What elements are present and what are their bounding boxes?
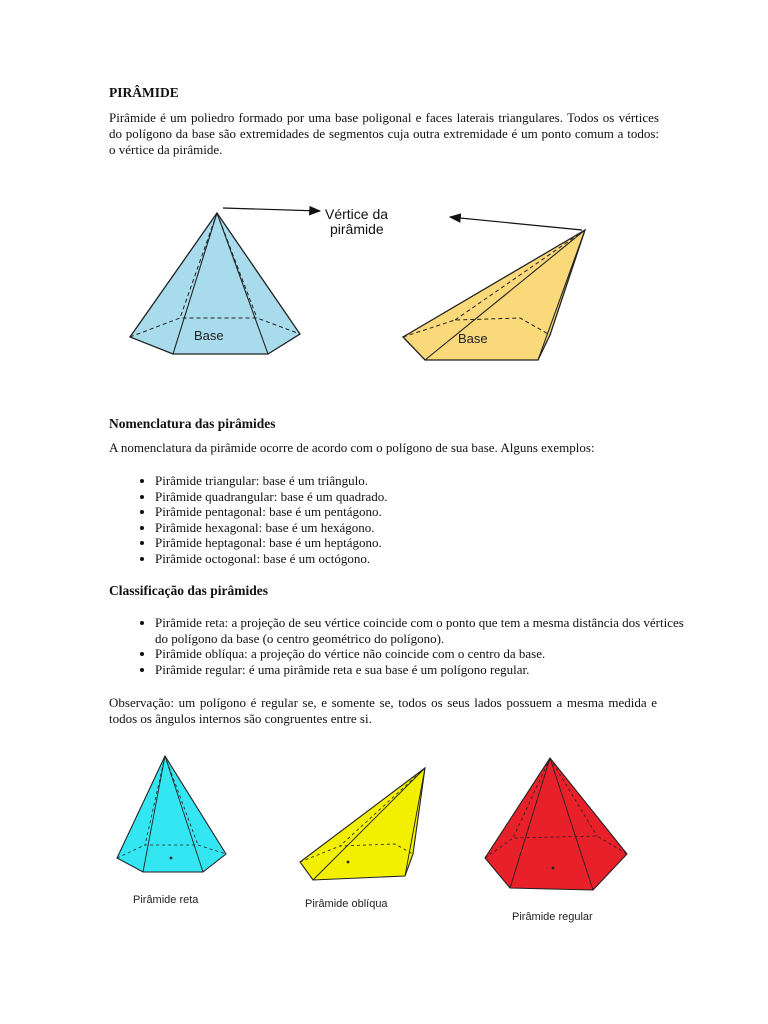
nomenclature-heading: Nomenclatura das pirâmides <box>109 416 276 431</box>
pyramid-vertex-figure <box>120 190 620 370</box>
label-regular: Pirâmide regular <box>512 911 593 923</box>
pyramid-obliqua <box>300 768 425 880</box>
list-item: • Pirâmide hexagonal: base é um hexágono. <box>155 520 715 536</box>
vertex-label-line2: pirâmide <box>330 221 384 237</box>
left-pyramid <box>130 213 300 354</box>
arrow-right <box>450 217 582 230</box>
pyramid-reta <box>117 756 226 872</box>
page-title: PIRÂMIDE <box>109 85 179 100</box>
pyramid-types-figure <box>105 750 645 930</box>
observation-paragraph: Observação: um polígono é regular se, e somente se, todos os seus lados possuem a mesma medida e todos os ângulos internos são congruentes entre si. <box>109 695 657 726</box>
classification-list <box>109 615 695 677</box>
nomenclature-text: A nomenclatura da pirâmide ocorre de acordo com o polígono de sua base. Alguns exemplos: <box>109 440 595 455</box>
list-item: • Pirâmide triangular: base é um triângulo. <box>155 473 715 489</box>
list-item: • Pirâmide octogonal: base é um octógono. <box>155 551 715 567</box>
list-item: • Pirâmide heptagonal: base é um heptágono. <box>155 535 715 551</box>
list-item: • Pirâmide oblíqua: a projeção do vértice não coincide com o centro da base. <box>155 646 695 662</box>
classification-heading: Classificação das pirâmides <box>109 583 269 598</box>
right-pyramid <box>403 230 585 360</box>
right-pyramid-body <box>403 230 585 360</box>
arrow-left <box>223 208 320 211</box>
label-obliqua: Pirâmide oblíqua <box>305 898 388 910</box>
label-reta: Pirâmide reta <box>133 894 199 906</box>
pyramid-regular <box>485 758 627 890</box>
list-item: • Pirâmide pentagonal: base é um pentágono. <box>155 504 715 520</box>
list-item: • Pirâmide quadrangular: base é um quadrado. <box>155 489 715 505</box>
right-base-label: Base <box>458 331 488 346</box>
vertex-label-line1: Vértice da <box>325 206 389 222</box>
list-item: • Pirâmide regular: é uma pirâmide reta e sua base é um polígono regular. <box>155 662 695 678</box>
intro-paragraph: Pirâmide é um poliedro formado por uma base poligonal e faces laterais triangulares. Todos os vértices do polígono da base são extremidades de segmentos cuja outra extremidade é um ponto comum a todos: o vértice da pirâmide. <box>109 110 659 157</box>
left-base-label: Base <box>194 328 224 343</box>
list-item: • Pirâmide reta: a projeção de seu vértice coincide com o ponto que tem a mesma distância dos vértices do polígono da base (o centro geométrico do polígono). <box>155 615 695 646</box>
nomenclature-list <box>109 473 715 566</box>
